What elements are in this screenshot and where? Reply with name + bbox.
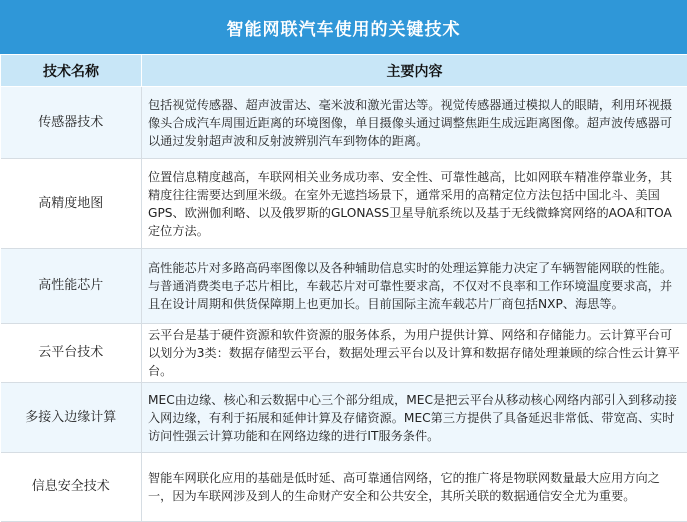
table-row bbox=[1, 87, 687, 159]
column-header-content: 主要内容 bbox=[142, 55, 687, 87]
table-row bbox=[1, 453, 687, 522]
tech-table bbox=[0, 54, 687, 522]
tech-content-cell: 位置信息精度越高，车联网相关业务成功率、安全性、可靠性越高，比如网联车精准停靠业务，其精度往往需要达到厘米级。在室外无遮挡场景下，通常采用的高精定位方法包括中国北斗、美国GPS、欧洲伽利略、以及俄罗斯的GLONASS卫星导航系统以及基于无线微蜂窝网络的AOA和TOA定位方法。 bbox=[142, 159, 687, 249]
tech-name-cell: 云平台技术 bbox=[1, 324, 142, 383]
tech-content-cell: MEC由边缘、核心和云数据中心三个部分组成，MEC是把云平台从移动核心网络内部引入到移动接入网边缘，有利于拓展和延伸计算及存储资源。MEC第三方提供了具备延迟非常低、带宽高、实时访问性强云计算功能和在网络边缘的进行IT服务条件。 bbox=[142, 383, 687, 453]
tech-name-cell: 多接入边缘计算 bbox=[1, 383, 142, 453]
tech-content-cell: 智能车网联化应用的基础是低时延、高可靠通信网络，它的推广将是物联网数量最大应用方向之一，因为车联网涉及到人的生命财产安全和公共安全，其所关联的数据通信安全尤为重要。 bbox=[142, 453, 687, 522]
tech-content-cell: 云平台是基于硬件资源和软件资源的服务体系，为用户提供计算、网络和存储能力。云计算平台可以划分为3类：数据存储型云平台，数据处理云平台以及计算和数据存储处理兼顾的综合性云计算平台。 bbox=[142, 324, 687, 383]
table-row bbox=[1, 383, 687, 453]
column-header-name: 技术名称 bbox=[1, 55, 142, 87]
tech-name-cell: 传感器技术 bbox=[1, 87, 142, 159]
tech-name-cell: 信息安全技术 bbox=[1, 453, 142, 522]
tech-content-cell: 包括视觉传感器、超声波雷达、毫米波和激光雷达等。视觉传感器通过模拟人的眼睛，利用环视摄像头合成汽车周围近距离的环境图像，单目摄像头通过调整焦距生成远距离图像。超声波传感器可以通过发射超声波和反射波辨别汽车到物体的距离。 bbox=[142, 87, 687, 159]
tech-content-cell: 高性能芯片对多路高码率图像以及各种辅助信息实时的处理运算能力决定了车辆智能网联的性能。与普通消费类电子芯片相比，车载芯片对可靠性要求高，不仅对不良率和工作环境温度要求高，并且在设计周期和供货保障期上也更加长。目前国际主流车载芯片厂商包括NXP、海思等。 bbox=[142, 249, 687, 324]
table-row bbox=[1, 324, 687, 383]
tech-name-cell: 高性能芯片 bbox=[1, 249, 142, 324]
table-row bbox=[1, 159, 687, 249]
table-header-row bbox=[1, 55, 687, 87]
tech-name-cell: 高精度地图 bbox=[1, 159, 142, 249]
page-title: 智能网联汽车使用的关键技术 bbox=[0, 0, 687, 54]
table-row bbox=[1, 249, 687, 324]
